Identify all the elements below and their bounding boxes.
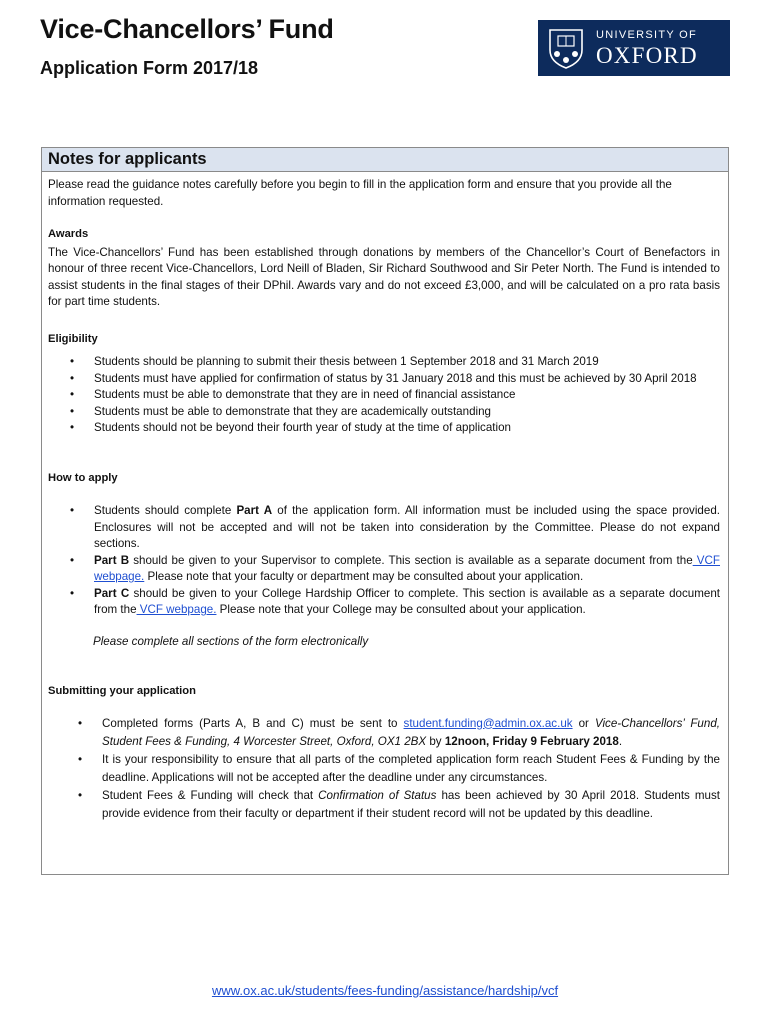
eligibility-item: • Students must be able to demonstrate that they are academically outstanding bbox=[70, 404, 492, 418]
awards-heading: Awards bbox=[48, 228, 89, 240]
how-to-apply-item: • Students should complete Part A of the application form. All information must be included using the space provided. Enclosures will not be accepted and will not be taken into consideration by the Committee. Please do not expand sections. bbox=[70, 504, 720, 550]
footer bbox=[0, 983, 770, 998]
notes-heading: Notes for applicants bbox=[42, 148, 728, 172]
crest-icon bbox=[546, 26, 586, 70]
notes-box bbox=[41, 147, 729, 875]
vcf-webpage-link[interactable]: VCF webpage. bbox=[94, 553, 720, 583]
logo-line-2: OXFORD bbox=[596, 42, 698, 68]
eligibility-item: • Students must have applied for confirmation of status by 31 January 2018 and this must be achieved by 30 April 2018 bbox=[70, 371, 697, 385]
intro-text: Please read the guidance notes carefully before you begin to fill in the application form and ensure that you provide all the information requested. bbox=[48, 178, 672, 208]
how-to-apply-heading: How to apply bbox=[48, 471, 118, 484]
footer-url-link[interactable]: www.ox.ac.uk/students/fees-funding/assistance/hardship/vcf bbox=[211, 983, 559, 998]
submitting-item: • Student Fees & Funding will check that Confirmation of Status has been achieved by 30 April 2018. Students must provide evidence from their faculty or department if their student record will not be updated by this deadline. bbox=[78, 788, 720, 820]
eligibility-heading: Eligibility bbox=[48, 332, 98, 345]
how-to-apply-item: • Part C should be given to your College Hardship Officer to complete. This section is available as a separate document from the VCF webpage. Please note that your College may be consulted about your application. bbox=[70, 586, 720, 616]
submitting-heading: Submitting your application bbox=[48, 685, 196, 697]
logo-line-1: UNIVERSITY OF bbox=[596, 28, 698, 41]
email-link[interactable]: student.funding@admin.ox.ac.uk bbox=[403, 716, 573, 730]
submitting-item: • It is your responsibility to ensure that all parts of the completed application form reach Student Fees & Funding by the deadline. Applications will not be accepted after the deadline under any circumstances. bbox=[78, 752, 720, 784]
eligibility-item: • Students should not be beyond their fourth year of study at the time of application bbox=[70, 421, 511, 434]
submitting-item: • Completed forms (Parts A, B and C) must be sent to student.funding@admin.ox.ac.uk or Vice-Chancellors’ Fund, Student Fees & Funding, 4 Worcester Street, Oxford, OX1 2BX by 12noon, Friday 9 February 2018. bbox=[78, 716, 720, 748]
page-title: Vice-Chancellors’ Fund bbox=[40, 14, 334, 44]
eligibility-item: • Students must be able to demonstrate that they are in need of financial assistance bbox=[70, 388, 516, 401]
electronic-note: Please complete all sections of the form electronically bbox=[93, 634, 369, 648]
vcf-webpage-link[interactable]: VCF webpage. bbox=[136, 603, 217, 616]
eligibility-item: • Students should be planning to submit their thesis between 1 September 2018 and 31 March 2019 bbox=[70, 355, 599, 368]
page-subtitle: Application Form 2017/18 bbox=[40, 58, 259, 78]
oxford-logo bbox=[538, 20, 730, 76]
awards-text: The Vice-Chancellors’ Fund has been established through donations by members of the Chancellor’s Court of Benefactors in honour of three recent Vice-Chancellors, Lord Neill of Bladen, Sir Richard Southwood and Sir Peter North. The Fund is intended to assist students in the final stages of their DPhil. Awards vary and do not exceed £3,000, and will be calculated on a pro rata basis for part time students. bbox=[48, 245, 720, 308]
how-to-apply-item: • Part B should be given to your Supervisor to complete. This section is available as a separate document from the VCF webpage. Please note that your faculty or department may be consulted about your application. bbox=[70, 553, 720, 583]
